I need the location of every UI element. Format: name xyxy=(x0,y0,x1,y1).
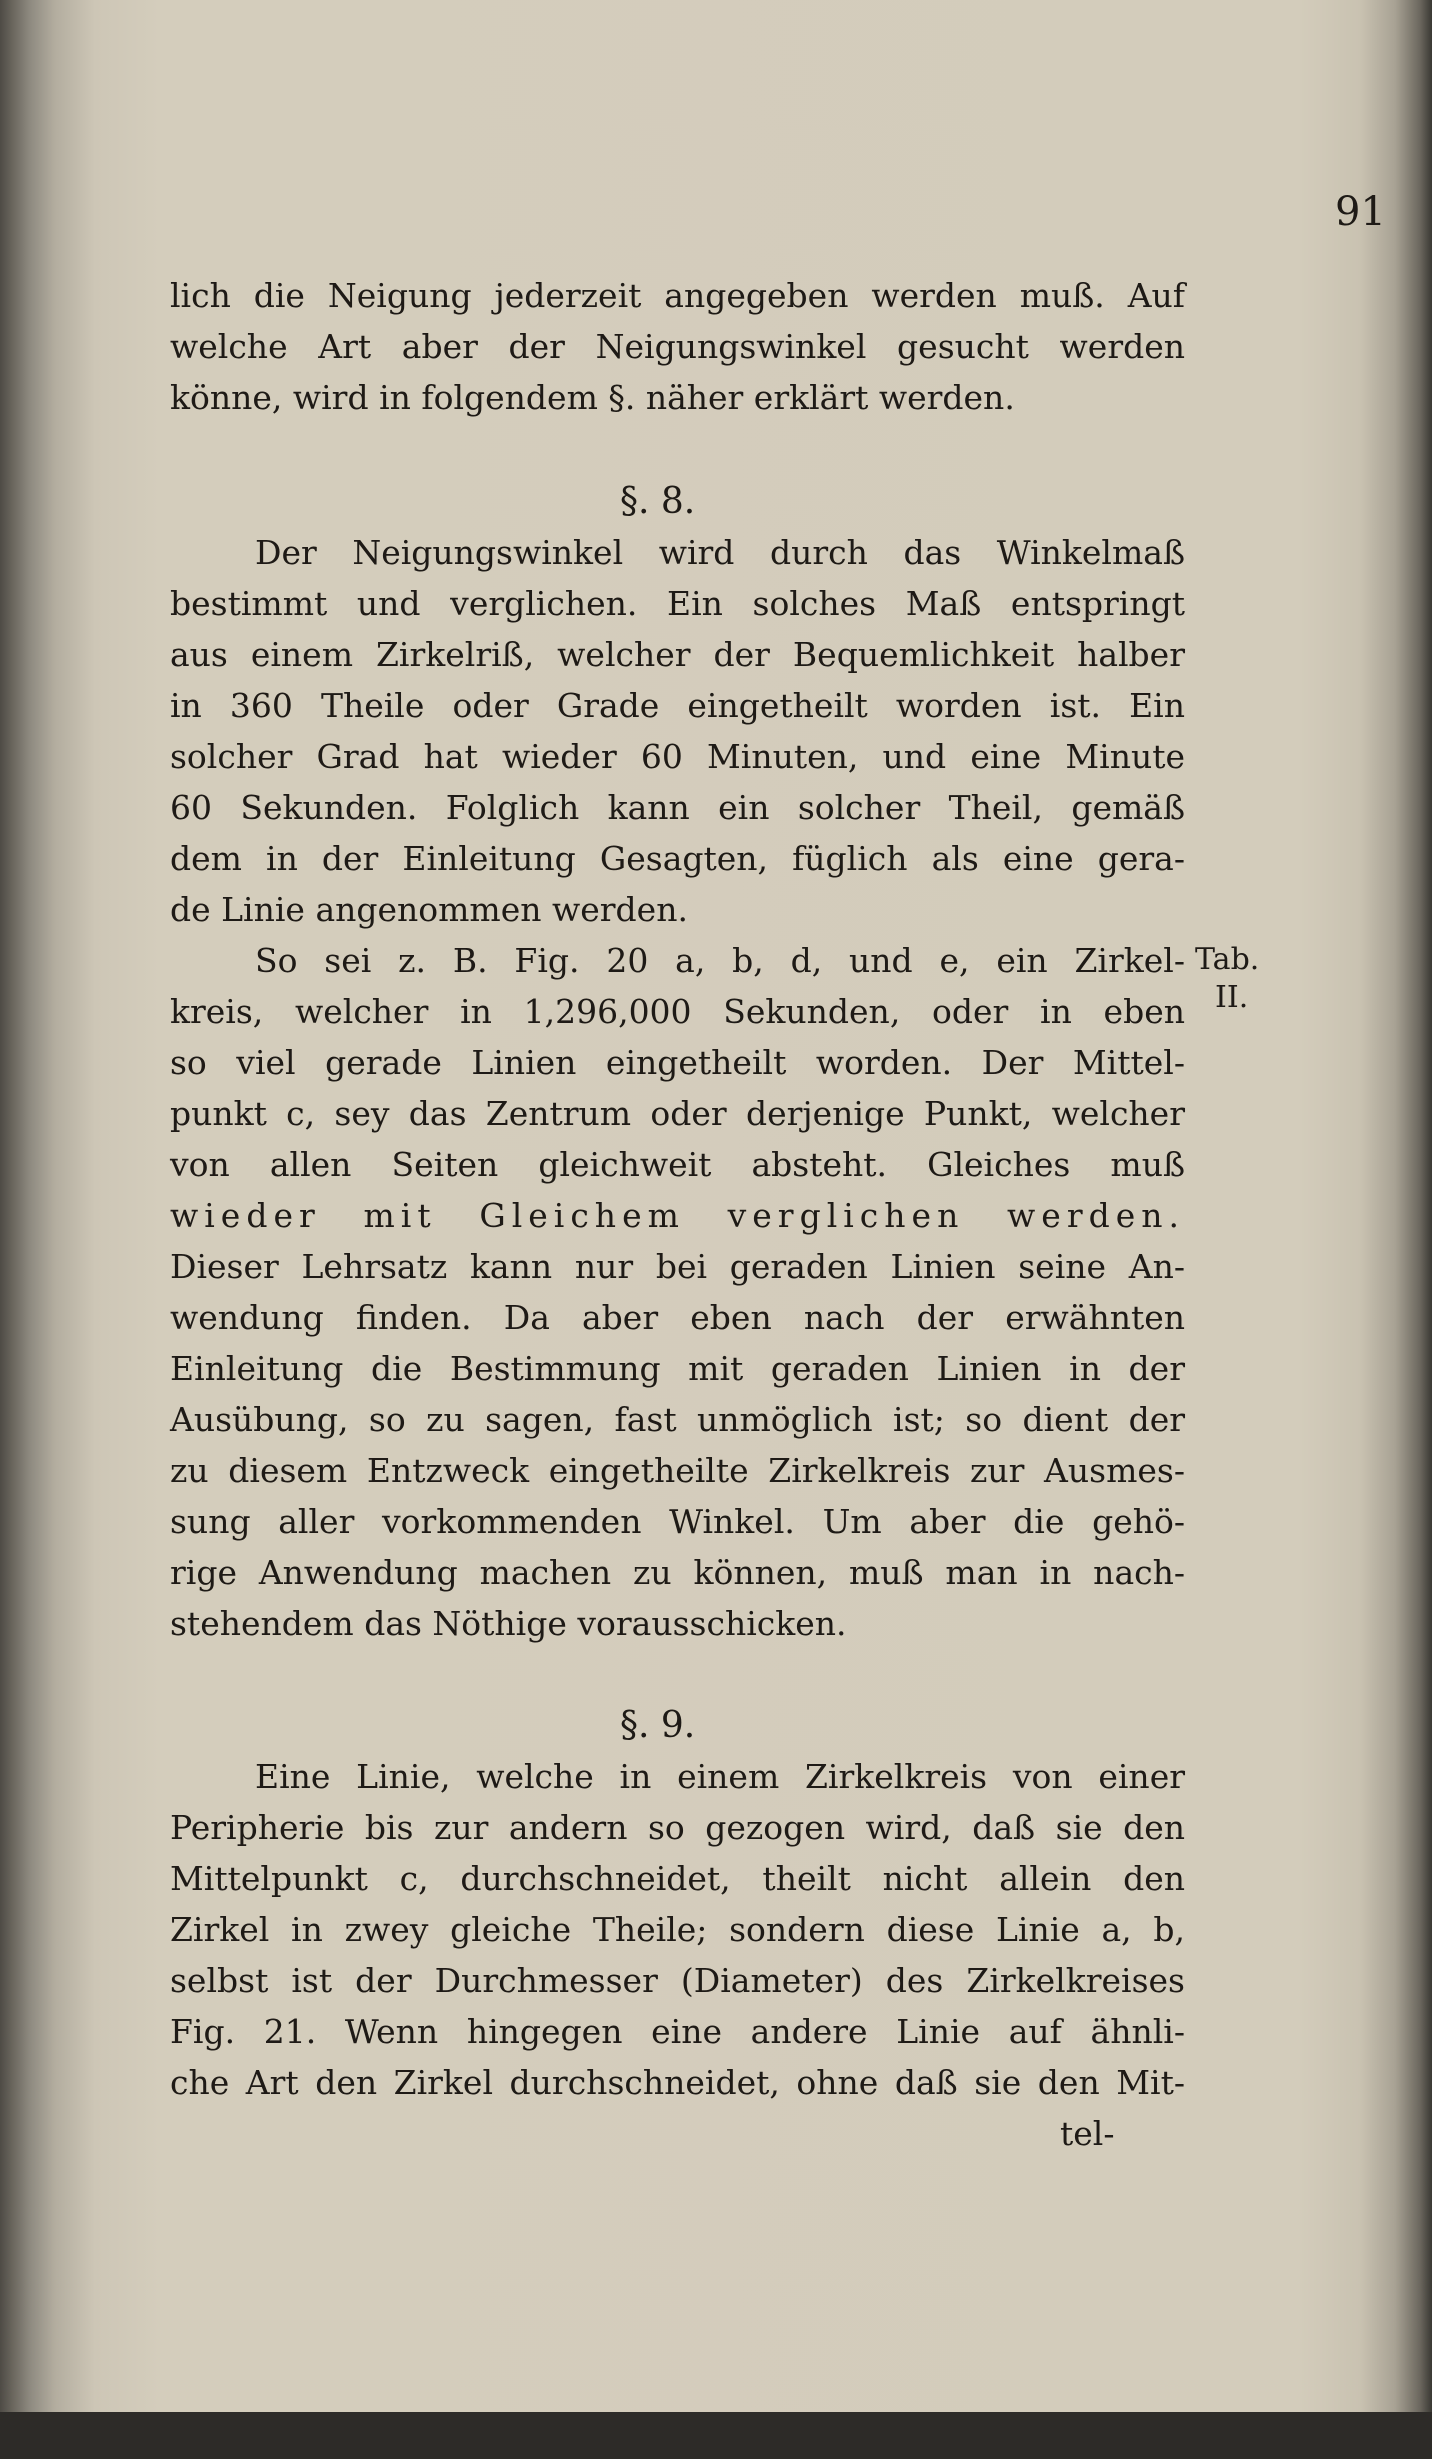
text-line: so viel gerade Linien eingetheilt worden. Der Mittel- xyxy=(170,1043,1185,1082)
text-line: So sei z. B. Fig. 20 a, b, d, und e, ein Zirkel- xyxy=(255,941,1185,980)
text-line: sung aller vorkommenden Winkel. Um aber die gehö- xyxy=(170,1502,1185,1541)
text-line: wendung finden. Da aber eben nach der erwähnten xyxy=(170,1298,1185,1337)
page-number: 91 xyxy=(1335,189,1386,235)
text-line: lich die Neigung jederzeit angegeben werden muß. Auf xyxy=(170,276,1185,315)
catchword: tel- xyxy=(1060,2114,1115,2153)
text-line: Mittelpunkt c, durchschneidet, theilt nicht allein den xyxy=(170,1859,1185,1898)
text-line: dem in der Einleitung Gesagten, füglich als eine gera- xyxy=(170,839,1185,878)
text-line: Der Neigungswinkel wird durch das Winkelmaß xyxy=(255,533,1185,572)
text-line: kreis, welcher in 1,296,000 Sekunden, oder in eben xyxy=(170,992,1185,1031)
text-line: Einleitung die Bestimmung mit geraden Linien in der xyxy=(170,1349,1185,1388)
text-line: von allen Seiten gleichweit absteht. Gleiches muß xyxy=(170,1145,1185,1184)
text-line: Ausübung, so zu sagen, fast unmöglich ist; so dient der xyxy=(170,1400,1185,1439)
text-line: punkt c, sey das Zentrum oder derjenige Punkt, welcher xyxy=(170,1094,1185,1133)
text-line: Eine Linie, welche in einem Zirkelkreis von einer xyxy=(255,1757,1185,1796)
scan-border xyxy=(0,2412,1432,2459)
text-line: stehendem das Nöthige vorausschicken. xyxy=(170,1604,847,1643)
text-line: wieder mit Gleichem verglichen werden. xyxy=(170,1196,1185,1235)
text-line: aus einem Zirkelriß, welcher der Bequemlichkeit halber xyxy=(170,635,1185,674)
margin-note-number: II. xyxy=(1215,980,1249,1015)
text-line: könne, wird in folgendem §. näher erklärt werden. xyxy=(170,378,1015,417)
text-line: Zirkel in zwey gleiche Theile; sondern diese Linie a, b, xyxy=(170,1910,1185,1949)
text-line: rige Anwendung machen zu können, muß man in nach- xyxy=(170,1553,1185,1592)
text-line: welche Art aber der Neigungswinkel gesucht werden xyxy=(170,327,1185,366)
text-line: Fig. 21. Wenn hingegen eine andere Linie auf ähnli- xyxy=(170,2012,1185,2051)
text-line: Peripherie bis zur andern so gezogen wird, daß sie den xyxy=(170,1808,1185,1847)
text-line: che Art den Zirkel durchschneidet, ohne daß sie den Mit- xyxy=(170,2063,1185,2102)
margin-note-tab: Tab. xyxy=(1195,942,1260,977)
section-heading-8: §. 8. xyxy=(620,481,696,522)
text-line: Dieser Lehrsatz kann nur bei geraden Linien seine An- xyxy=(170,1247,1185,1286)
text-line: 60 Sekunden. Folglich kann ein solcher Theil, gemäß xyxy=(170,788,1185,827)
text-line: de Linie angenommen werden. xyxy=(170,890,688,929)
text-line: solcher Grad hat wieder 60 Minuten, und eine Minute xyxy=(170,737,1185,776)
text-line: in 360 Theile oder Grade eingetheilt worden ist. Ein xyxy=(170,686,1185,725)
text-line: zu diesem Entzweck eingetheilte Zirkelkreis zur Ausmes- xyxy=(170,1451,1185,1490)
text-line: selbst ist der Durchmesser (Diameter) des Zirkelkreises xyxy=(170,1961,1185,2000)
section-heading-9: §. 9. xyxy=(620,1705,696,1746)
text-line: bestimmt und verglichen. Ein solches Maß entspringt xyxy=(170,584,1185,623)
